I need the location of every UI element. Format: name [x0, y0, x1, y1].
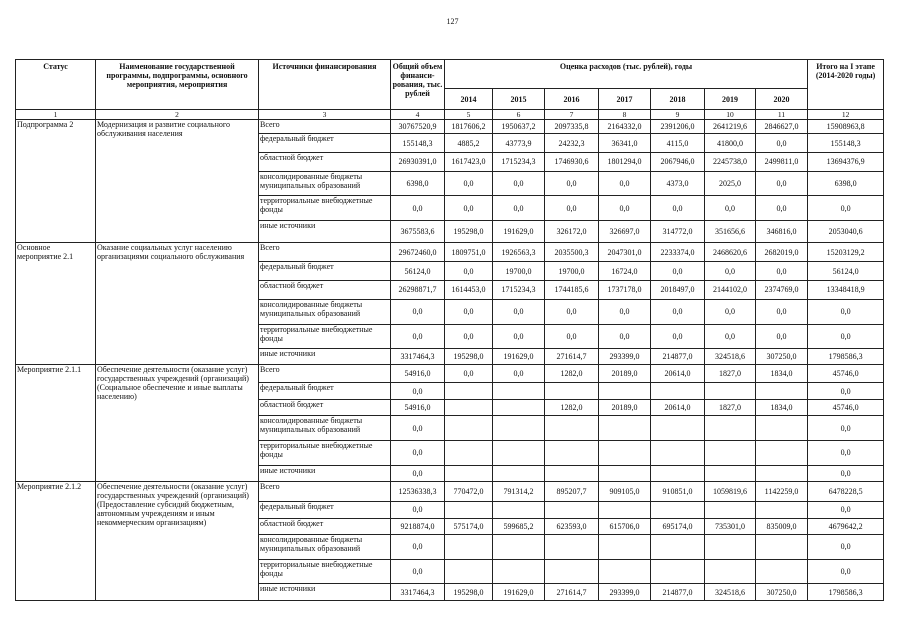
header-sources: Источники финансирования: [259, 60, 391, 110]
total-value: 12536338,3: [391, 482, 445, 502]
funding-source: консолидированные бюджеты муниципальных образований: [259, 171, 391, 196]
year-value: 24232,3: [545, 134, 599, 153]
year-value: 191629,0: [493, 221, 545, 243]
funding-source: консолидированные бюджеты муниципальных образований: [259, 299, 391, 324]
year-value: 0,0: [445, 299, 493, 324]
funding-source: Всего: [259, 364, 391, 383]
year-value: 0,0: [756, 299, 808, 324]
total-value: 30767520,9: [391, 120, 445, 134]
year-value: 1737178,0: [599, 281, 651, 300]
total-value: 26298871,7: [391, 281, 445, 300]
itogo-value: 15908963,8: [808, 120, 884, 134]
year-value: [705, 534, 756, 559]
header-year: 2017: [599, 89, 651, 110]
year-value: 307250,0: [756, 349, 808, 364]
funding-source: консолидированные бюджеты муниципальных образований: [259, 534, 391, 559]
itogo-value: 6398,0: [808, 171, 884, 196]
year-value: 895207,7: [545, 482, 599, 502]
year-value: [445, 502, 493, 518]
year-value: 0,0: [545, 299, 599, 324]
year-value: [705, 502, 756, 518]
year-value: 0,0: [705, 299, 756, 324]
year-value: 2245738,0: [705, 152, 756, 171]
funding-source: областной бюджет: [259, 152, 391, 171]
funding-source: консолидированные бюджеты муниципальных образований: [259, 416, 391, 441]
year-value: 1715234,3: [493, 152, 545, 171]
year-value: 2164332,0: [599, 120, 651, 134]
itogo-value: 15203129,2: [808, 243, 884, 262]
year-value: 195298,0: [445, 221, 493, 243]
year-value: 1834,0: [756, 364, 808, 383]
year-value: 791314,2: [493, 482, 545, 502]
year-value: [493, 440, 545, 465]
year-value: [705, 416, 756, 441]
year-value: 0,0: [545, 196, 599, 221]
column-number: 11: [756, 110, 808, 120]
year-value: [705, 559, 756, 584]
total-value: 0,0: [391, 416, 445, 441]
year-value: 293399,0: [599, 349, 651, 364]
year-value: 0,0: [705, 262, 756, 281]
itogo-value: 0,0: [808, 196, 884, 221]
year-value: [599, 416, 651, 441]
funding-source: Всего: [259, 243, 391, 262]
year-value: 4115,0: [651, 134, 705, 153]
year-value: 615706,0: [599, 518, 651, 534]
year-value: [493, 534, 545, 559]
year-value: 271614,7: [545, 349, 599, 364]
year-value: [445, 465, 493, 481]
table-row: [16, 243, 884, 262]
year-value: 324518,6: [705, 349, 756, 364]
year-value: [445, 534, 493, 559]
year-value: [493, 502, 545, 518]
total-value: 0,0: [391, 383, 445, 399]
itogo-value: 45746,0: [808, 364, 884, 383]
year-value: 0,0: [493, 196, 545, 221]
funding-source: иные источники: [259, 349, 391, 364]
year-value: [445, 440, 493, 465]
year-value: 195298,0: [445, 584, 493, 601]
column-number: 7: [545, 110, 599, 120]
year-value: 1617423,0: [445, 152, 493, 171]
year-value: [651, 440, 705, 465]
year-value: 16724,0: [599, 262, 651, 281]
total-value: 155148,3: [391, 134, 445, 153]
year-value: [493, 559, 545, 584]
year-value: [651, 534, 705, 559]
year-value: 2144102,0: [705, 281, 756, 300]
year-value: 19700,0: [493, 262, 545, 281]
header-year: 2019: [705, 89, 756, 110]
year-value: [493, 383, 545, 399]
column-number: 2: [96, 110, 259, 120]
year-value: [756, 502, 808, 518]
year-value: 1282,0: [545, 399, 599, 415]
funding-source: иные источники: [259, 584, 391, 601]
year-value: 191629,0: [493, 584, 545, 601]
year-value: 0,0: [651, 299, 705, 324]
year-value: 36341,0: [599, 134, 651, 153]
year-value: 2682019,0: [756, 243, 808, 262]
year-value: 4885,2: [445, 134, 493, 153]
total-value: 0,0: [391, 299, 445, 324]
year-value: 0,0: [445, 171, 493, 196]
itogo-value: 0,0: [808, 534, 884, 559]
year-value: 314772,0: [651, 221, 705, 243]
year-value: [445, 559, 493, 584]
year-value: 2374769,0: [756, 281, 808, 300]
total-value: 0,0: [391, 502, 445, 518]
total-value: 0,0: [391, 534, 445, 559]
itogo-value: 1798586,3: [808, 349, 884, 364]
total-value: 29672460,0: [391, 243, 445, 262]
year-value: [599, 465, 651, 481]
year-value: 2018497,0: [651, 281, 705, 300]
total-value: 3675583,6: [391, 221, 445, 243]
year-value: 1744185,6: [545, 281, 599, 300]
column-number: 4: [391, 110, 445, 120]
year-value: [651, 465, 705, 481]
table-row: [16, 482, 884, 502]
total-value: 26930391,0: [391, 152, 445, 171]
funding-source: территориальные внебюджетные фонды: [259, 559, 391, 584]
year-value: 0,0: [651, 324, 705, 349]
total-value: 9218874,0: [391, 518, 445, 534]
column-number: 10: [705, 110, 756, 120]
itogo-value: 0,0: [808, 440, 884, 465]
year-value: 0,0: [493, 364, 545, 383]
year-value: [756, 383, 808, 399]
year-value: 2499811,0: [756, 152, 808, 171]
header-total: Общий объем финанси-рования, тыс. рублей: [391, 60, 445, 110]
year-value: 0,0: [493, 171, 545, 196]
total-value: 0,0: [391, 465, 445, 481]
year-value: 41800,0: [705, 134, 756, 153]
year-value: [705, 440, 756, 465]
header-year: 2014: [445, 89, 493, 110]
year-value: 1801294,0: [599, 152, 651, 171]
year-value: [545, 534, 599, 559]
year-value: 324518,6: [705, 584, 756, 601]
year-value: [545, 502, 599, 518]
year-value: 0,0: [651, 262, 705, 281]
year-value: 0,0: [756, 171, 808, 196]
year-value: 1834,0: [756, 399, 808, 415]
year-value: [599, 559, 651, 584]
row-status: Основное мероприятие 2.1: [16, 243, 96, 364]
total-value: 54916,0: [391, 399, 445, 415]
year-value: 1059819,6: [705, 482, 756, 502]
itogo-value: 13348418,9: [808, 281, 884, 300]
year-value: 735301,0: [705, 518, 756, 534]
row-name: Обеспечение деятельности (оказание услуг) государственных учреждений (организаций) (Предоставление субсидий бюджетным, автономным учреждениям и иным некоммерческим организациям): [96, 482, 259, 601]
year-value: [651, 416, 705, 441]
year-value: [493, 465, 545, 481]
row-name: Обеспечение деятельности (оказание услуг) государственных учреждений (организаций) (Социальное обеспечение и иные выплаты населению): [96, 364, 259, 482]
header-year: 2016: [545, 89, 599, 110]
total-value: 0,0: [391, 440, 445, 465]
year-value: 326697,0: [599, 221, 651, 243]
year-value: 19700,0: [545, 262, 599, 281]
year-value: 0,0: [756, 196, 808, 221]
year-value: 1950637,2: [493, 120, 545, 134]
year-value: 2391206,0: [651, 120, 705, 134]
year-value: 1827,0: [705, 399, 756, 415]
year-value: [651, 383, 705, 399]
year-value: 1142259,0: [756, 482, 808, 502]
total-value: 0,0: [391, 559, 445, 584]
year-value: 0,0: [705, 196, 756, 221]
year-value: [756, 416, 808, 441]
itogo-value: 4679642,2: [808, 518, 884, 534]
year-value: 1817606,2: [445, 120, 493, 134]
year-value: [445, 399, 493, 415]
year-value: 326172,0: [545, 221, 599, 243]
itogo-value: 0,0: [808, 465, 884, 481]
year-value: [599, 502, 651, 518]
itogo-value: 56124,0: [808, 262, 884, 281]
year-value: 575174,0: [445, 518, 493, 534]
year-value: [756, 465, 808, 481]
year-value: [599, 383, 651, 399]
year-value: 0,0: [445, 364, 493, 383]
year-value: 910851,0: [651, 482, 705, 502]
total-value: 3317464,3: [391, 584, 445, 601]
year-value: 191629,0: [493, 349, 545, 364]
column-number: 1: [16, 110, 96, 120]
year-value: 1715234,3: [493, 281, 545, 300]
funding-source: областной бюджет: [259, 281, 391, 300]
itogo-value: 0,0: [808, 559, 884, 584]
year-value: 4373,0: [651, 171, 705, 196]
year-value: 1926563,3: [493, 243, 545, 262]
itogo-value: 45746,0: [808, 399, 884, 415]
year-value: 0,0: [756, 134, 808, 153]
budget-table: [15, 59, 884, 601]
year-value: [545, 440, 599, 465]
header-estimate: Оценка расходов (тыс. рублей), годы: [445, 60, 808, 89]
year-value: 0,0: [651, 196, 705, 221]
total-value: 0,0: [391, 196, 445, 221]
year-value: 1282,0: [545, 364, 599, 383]
year-value: 346816,0: [756, 221, 808, 243]
year-value: [545, 465, 599, 481]
year-value: 0,0: [493, 324, 545, 349]
year-value: [599, 440, 651, 465]
year-value: [705, 465, 756, 481]
funding-source: федеральный бюджет: [259, 383, 391, 399]
year-value: 43773,9: [493, 134, 545, 153]
column-number: 12: [808, 110, 884, 120]
funding-source: областной бюджет: [259, 518, 391, 534]
year-value: 271614,7: [545, 584, 599, 601]
year-value: [651, 559, 705, 584]
funding-source: Всего: [259, 482, 391, 502]
year-value: 293399,0: [599, 584, 651, 601]
header-name: Наименование государственной программы, подпрограммы, основного мероприятия, мероприятия: [96, 60, 259, 110]
year-value: [545, 559, 599, 584]
year-value: [705, 383, 756, 399]
year-value: 0,0: [445, 196, 493, 221]
year-value: 20614,0: [651, 399, 705, 415]
year-value: 2025,0: [705, 171, 756, 196]
funding-source: федеральный бюджет: [259, 262, 391, 281]
year-value: [445, 383, 493, 399]
year-value: [493, 416, 545, 441]
year-value: 0,0: [599, 324, 651, 349]
year-value: 0,0: [756, 324, 808, 349]
row-status: Подпрограмма 2: [16, 120, 96, 243]
itogo-value: 2053040,6: [808, 221, 884, 243]
column-number: 6: [493, 110, 545, 120]
year-value: 2047301,0: [599, 243, 651, 262]
header-year: 2018: [651, 89, 705, 110]
year-value: [545, 416, 599, 441]
header-year: 2015: [493, 89, 545, 110]
year-value: [651, 502, 705, 518]
column-number: 9: [651, 110, 705, 120]
year-value: 20189,0: [599, 399, 651, 415]
itogo-value: 6478228,5: [808, 482, 884, 502]
row-name: Модернизация и развитие социального обслуживания населения: [96, 120, 259, 243]
year-value: 2846627,0: [756, 120, 808, 134]
year-value: 0,0: [756, 262, 808, 281]
year-value: 0,0: [445, 262, 493, 281]
year-value: 2097335,8: [545, 120, 599, 134]
year-value: [545, 383, 599, 399]
year-value: 0,0: [545, 171, 599, 196]
year-value: 0,0: [493, 299, 545, 324]
itogo-value: 0,0: [808, 416, 884, 441]
funding-source: областной бюджет: [259, 399, 391, 415]
itogo-value: 0,0: [808, 383, 884, 399]
year-value: 0,0: [599, 171, 651, 196]
year-value: 2233374,0: [651, 243, 705, 262]
year-value: [493, 399, 545, 415]
year-value: 1614453,0: [445, 281, 493, 300]
year-value: 307250,0: [756, 584, 808, 601]
itogo-value: 0,0: [808, 299, 884, 324]
funding-source: иные источники: [259, 465, 391, 481]
year-value: 1746930,6: [545, 152, 599, 171]
total-value: 3317464,3: [391, 349, 445, 364]
row-name: Оказание социальных услуг населению организациями социального обслуживания: [96, 243, 259, 364]
table-row: [16, 120, 884, 134]
total-value: 56124,0: [391, 262, 445, 281]
year-value: 695174,0: [651, 518, 705, 534]
table-header: [16, 60, 884, 120]
itogo-value: 155148,3: [808, 134, 884, 153]
year-value: [756, 440, 808, 465]
year-value: 2035500,3: [545, 243, 599, 262]
total-value: 54916,0: [391, 364, 445, 383]
row-status: Мероприятие 2.1.2: [16, 482, 96, 601]
header-itogo: Итого на I этапе (2014-2020 годы): [808, 60, 884, 110]
year-value: 2067946,0: [651, 152, 705, 171]
funding-source: территориальные внебюджетные фонды: [259, 440, 391, 465]
year-value: 770472,0: [445, 482, 493, 502]
year-value: 351656,6: [705, 221, 756, 243]
year-value: [599, 534, 651, 559]
header-year: 2020: [756, 89, 808, 110]
header-status: Статус: [16, 60, 96, 110]
total-value: 6398,0: [391, 171, 445, 196]
funding-source: территориальные внебюджетные фонды: [259, 196, 391, 221]
total-value: 0,0: [391, 324, 445, 349]
year-value: 835009,0: [756, 518, 808, 534]
year-value: 623593,0: [545, 518, 599, 534]
year-value: 20614,0: [651, 364, 705, 383]
itogo-value: 0,0: [808, 502, 884, 518]
year-value: [756, 534, 808, 559]
year-value: 1809751,0: [445, 243, 493, 262]
year-value: 0,0: [445, 324, 493, 349]
year-value: 214877,0: [651, 349, 705, 364]
table-row: [16, 364, 884, 383]
year-value: 909105,0: [599, 482, 651, 502]
year-value: 2641219,6: [705, 120, 756, 134]
year-value: 20189,0: [599, 364, 651, 383]
table-body: [16, 120, 884, 601]
year-value: 0,0: [705, 324, 756, 349]
year-value: [445, 416, 493, 441]
funding-source: федеральный бюджет: [259, 502, 391, 518]
funding-source: территориальные внебюджетные фонды: [259, 324, 391, 349]
itogo-value: 0,0: [808, 324, 884, 349]
column-number: 8: [599, 110, 651, 120]
funding-source: Всего: [259, 120, 391, 134]
year-value: 214877,0: [651, 584, 705, 601]
column-number: 3: [259, 110, 391, 120]
itogo-value: 1798586,3: [808, 584, 884, 601]
itogo-value: 13694376,9: [808, 152, 884, 171]
page-number: 127: [446, 17, 459, 26]
year-value: 2468620,6: [705, 243, 756, 262]
year-value: 0,0: [599, 299, 651, 324]
year-value: 195298,0: [445, 349, 493, 364]
year-value: [756, 559, 808, 584]
year-value: 599685,2: [493, 518, 545, 534]
column-number: 5: [445, 110, 493, 120]
year-value: 0,0: [599, 196, 651, 221]
funding-source: федеральный бюджет: [259, 134, 391, 153]
row-status: Мероприятие 2.1.1: [16, 364, 96, 482]
year-value: 0,0: [545, 324, 599, 349]
funding-source: иные источники: [259, 221, 391, 243]
year-value: 1827,0: [705, 364, 756, 383]
